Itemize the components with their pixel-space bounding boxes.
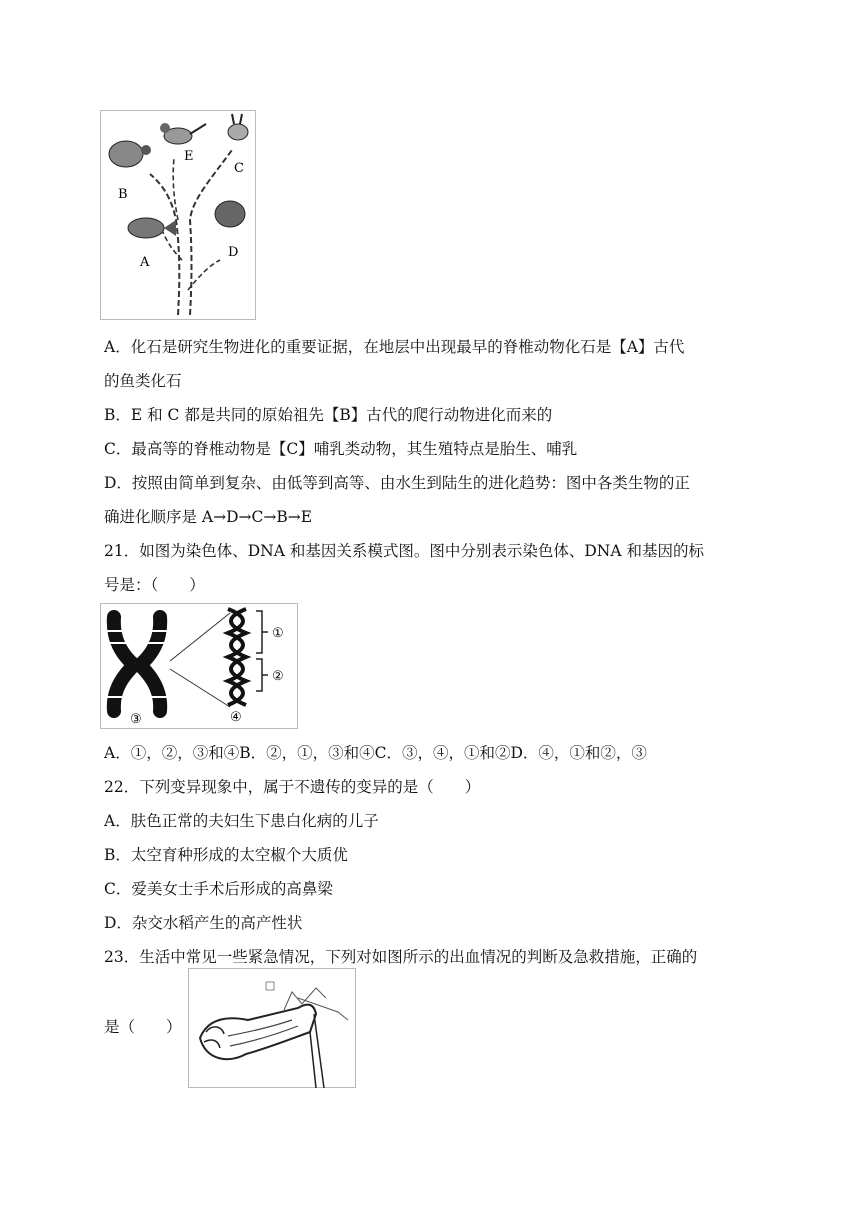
q20-option-d-line2: 确进化顺序是 A→D→C→B→E [104,508,313,526]
arm-bleeding-figure [188,968,356,1088]
q20-option-a-line1: A．化石是研究生物进化的重要证据，在地层中出现最早的脊椎动物化石是【A】古代 [104,338,685,356]
tree-label-b: B [118,187,128,202]
q21-stem-line1: 21．如图为染色体、DNA 和基因关系模式图。图中分别表示染色体、DNA 和基因的标 [104,542,704,560]
tree-label-e: E [184,149,194,164]
q22-option-c: C．爱美女士手术后形成的高鼻梁 [104,880,333,898]
q22-option-b: B．太空育种形成的太空椒个大质优 [104,846,348,864]
tree-label-c: C [234,161,244,176]
q22-option-d: D．杂交水稻产生的高产性状 [104,914,303,932]
q23-stem-line1: 23．生活中常见一些紧急情况，下列对如图所示的出血情况的判断及急救措施，正确的 [104,948,698,966]
fig-label-2: ② [272,669,284,684]
evolution-tree-figure [100,110,256,320]
q21-options: A．①，②，③和④B．②，①，③和④C．③，④，①和②D．④，①和②，③ [104,744,647,762]
q21-stem-line2: 号是：（ ） [104,576,205,594]
q23-stem-line2: 是（ ） [104,1018,182,1036]
q22-option-a: A．肤色正常的夫妇生下患白化病的儿子 [104,812,379,830]
q20-option-c: C．最高等的脊椎动物是【C】哺乳类动物，其生殖特点是胎生、哺乳 [104,440,578,458]
tree-label-a: A [140,255,150,270]
q20-option-a-line2: 的鱼类化石 [104,372,182,390]
tree-label-d: D [228,245,239,260]
fig-label-1: ① [272,626,284,641]
q22-stem: 22．下列变异现象中，属于不遗传的变异的是（ ） [104,778,481,796]
q20-option-d-line1: D．按照由简单到复杂、由低等到高等、由水生到陆生的进化趋势：图中各类生物的正 [104,474,690,492]
fig-label-3: ③ [130,712,142,727]
fig-label-4: ④ [230,710,242,725]
chromosome-dna-figure [100,603,298,729]
q20-option-b: B．E 和 C 都是共同的原始祖先【B】古代的爬行动物进化而来的 [104,406,553,424]
